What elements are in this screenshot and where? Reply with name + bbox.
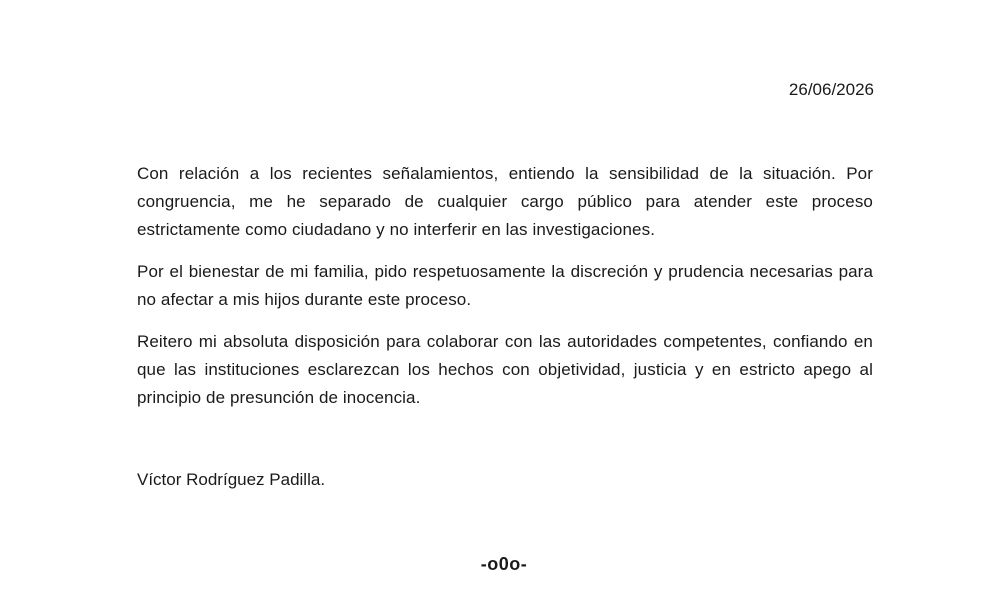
signature-name: Víctor Rodríguez Padilla.	[137, 470, 326, 489]
paragraph-cooperation: Reitero mi absoluta disposición para colaborar con las autoridades competentes, confiando en que las instituciones esclarezcan los hechos con objetividad, justicia y en estricto apego al principio de presunción de inocencia.	[137, 332, 873, 407]
document-date: 26/06/2026	[788, 80, 874, 99]
closing-mark: -o0o-	[480, 554, 528, 574]
paragraph-separation: Con relación a los recientes señalamientos, entiendo la sensibilidad de la situación. Por congruencia, me he separado de cualquier cargo público para atender este proceso estrictamente como ciudadano y no interferir en las investigaciones.	[137, 164, 873, 239]
paragraph-family: Por el bienestar de mi familia, pido respetuosamente la discreción y prudencia necesarias para no afectar a mis hijos durante este proceso.	[137, 262, 873, 309]
statement-body	[137, 160, 873, 426]
